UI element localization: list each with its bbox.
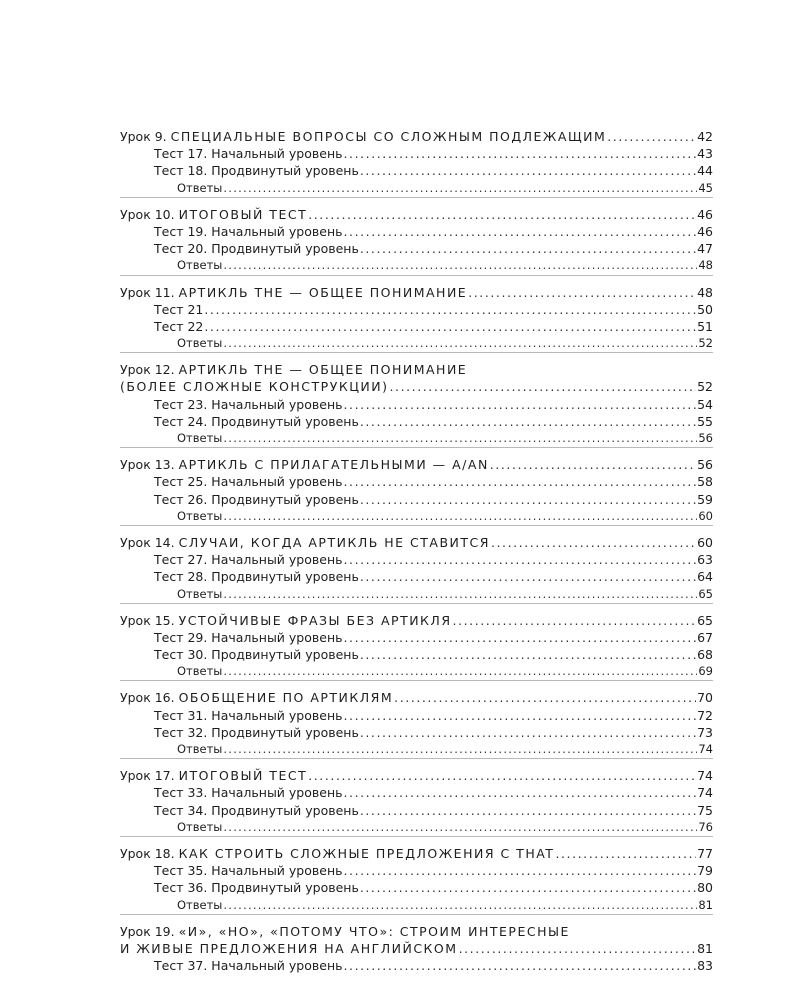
- toc-lesson-block: [120, 284, 713, 354]
- entry-label: Тест 20. Продвинутый уровень: [154, 241, 359, 257]
- toc-lesson-block: [120, 361, 713, 448]
- dot-leader: [223, 180, 697, 197]
- toc-test-entry: [120, 396, 713, 413]
- page-number: 77: [697, 845, 713, 861]
- entry-label: Тест 26. Продвинутый уровень: [154, 491, 359, 507]
- toc-answers-entry: [120, 819, 713, 836]
- toc-lesson-block: [120, 923, 713, 975]
- dot-leader: [223, 741, 697, 758]
- toc-answers-entry: [120, 430, 713, 447]
- toc-lesson-heading-continued: [120, 378, 713, 395]
- dot-leader: [343, 784, 696, 801]
- toc-test-entry: [120, 491, 713, 508]
- dot-leader: [343, 223, 696, 240]
- lesson-number: Урок 11.: [120, 284, 175, 300]
- entry-label: Ответы: [177, 431, 223, 445]
- toc-test-entry: [120, 301, 713, 318]
- toc-lesson-block: [120, 128, 713, 198]
- entry-label: Тест 22: [154, 318, 204, 334]
- entry-label: Тест 33. Начальный уровень: [154, 785, 343, 801]
- page-number: 81: [697, 940, 713, 956]
- entry-label: Тест 30. Продвинутый уровень: [154, 647, 359, 663]
- toc-answers-entry: [120, 257, 713, 274]
- entry-label: Ответы: [177, 664, 223, 679]
- page-number: 67: [697, 629, 713, 645]
- lesson-number: Урок 9.: [120, 129, 167, 144]
- dot-leader: [389, 378, 696, 395]
- toc-test-entry: [120, 646, 713, 663]
- lesson-number: Урок 15.: [120, 612, 175, 628]
- dot-leader: [223, 897, 697, 914]
- dot-leader: [360, 802, 696, 819]
- lesson-title: КАК СТРОИТЬ СЛОЖНЫЕ ПРЕДЛОЖЕНИЯ С THAT: [178, 845, 555, 861]
- page-number: 83: [697, 958, 713, 974]
- lesson-title-continued: И ЖИВЫЕ ПРЕДЛОЖЕНИЯ НА АНГЛИЙСКОМ: [120, 940, 458, 956]
- dot-leader: [343, 396, 696, 413]
- toc-lesson-heading: [120, 206, 713, 223]
- page-number: 55: [697, 413, 713, 429]
- dot-leader: [223, 257, 697, 274]
- page-number: 64: [697, 569, 713, 585]
- page-number: 59: [697, 491, 713, 507]
- entry-label: Ответы: [177, 586, 223, 601]
- page-number: 42: [697, 129, 713, 144]
- page-number: 74: [697, 768, 713, 784]
- page-number: 81: [698, 897, 713, 912]
- toc-answers-entry: [120, 897, 713, 914]
- page-number: 72: [697, 707, 713, 723]
- dot-leader: [360, 646, 696, 663]
- lesson-number: Урок 13.: [120, 457, 175, 473]
- toc-lesson-heading-continued: [120, 940, 713, 957]
- dot-leader: [491, 534, 696, 551]
- dot-leader: [468, 284, 696, 301]
- entry-label: Тест 37. Начальный уровень: [154, 958, 343, 974]
- dot-leader: [223, 430, 697, 447]
- lesson-title: АРТИКЛЬ С ПРИЛАГАТЕЛЬНЫМИ — A/AN: [178, 457, 489, 473]
- entry-label: Тест 25. Начальный уровень: [154, 474, 343, 490]
- entry-label: Тест 24. Продвинутый уровень: [154, 413, 359, 429]
- toc-answers-entry: [120, 741, 713, 758]
- lesson-title: ИТОГОВЫЙ ТЕСТ: [178, 206, 308, 222]
- entry-label: Тест 36. Продвинутый уровень: [154, 880, 359, 896]
- toc-test-entry: [120, 145, 713, 162]
- entry-label: Ответы: [177, 819, 223, 834]
- dot-leader: [360, 568, 696, 585]
- dot-leader: [343, 473, 696, 490]
- toc-lesson-block: [120, 767, 713, 837]
- toc-answers-entry: [120, 180, 713, 197]
- toc-test-entry: [120, 957, 713, 974]
- page-number: 58: [697, 474, 713, 490]
- toc-test-entry: [120, 784, 713, 801]
- toc-lesson-heading: [120, 456, 713, 473]
- toc-lesson-heading: [120, 128, 713, 145]
- page-number: 46: [697, 223, 713, 239]
- toc-answers-entry: [120, 335, 713, 352]
- entry-label: Тест 23. Начальный уровень: [154, 396, 343, 412]
- toc-test-entry: [120, 413, 713, 430]
- dot-leader: [453, 612, 697, 629]
- entry-label: Ответы: [177, 180, 223, 195]
- toc-lesson-block: [120, 456, 713, 526]
- dot-leader: [360, 491, 696, 508]
- page-number: 60: [698, 508, 713, 523]
- toc-lesson-heading: [120, 612, 713, 629]
- lesson-number: Урок 14.: [120, 534, 175, 550]
- page-number: 51: [697, 318, 713, 334]
- dot-leader: [343, 551, 696, 568]
- toc-lesson-heading: [120, 923, 713, 940]
- lesson-title: УСТОЙЧИВЫЕ ФРАЗЫ БЕЗ АРТИКЛЯ: [178, 612, 452, 628]
- entry-label: Ответы: [177, 336, 223, 351]
- page-number: 73: [697, 724, 713, 740]
- toc-lesson-block: [120, 206, 713, 276]
- dot-leader: [360, 162, 696, 179]
- page-number: 44: [697, 163, 713, 179]
- toc-test-entry: [120, 629, 713, 646]
- toc-lesson-heading: [120, 534, 713, 551]
- dot-leader: [308, 767, 696, 784]
- toc-lesson-heading: [120, 845, 713, 862]
- dot-leader: [360, 724, 696, 741]
- page-number: 65: [697, 612, 713, 628]
- page-number: 47: [697, 241, 713, 257]
- lesson-title: СЛУЧАИ, КОГДА АРТИКЛЬ НЕ СТАВИТСЯ: [178, 534, 490, 550]
- dot-leader: [360, 413, 696, 430]
- page-number: 48: [697, 284, 713, 300]
- page-number: 76: [698, 819, 713, 834]
- dot-leader: [223, 663, 697, 680]
- entry-label: Тест 31. Начальный уровень: [154, 707, 343, 723]
- toc-lesson-block: [120, 534, 713, 604]
- page-number: 69: [698, 664, 713, 679]
- lesson-title: АРТИКЛЬ THE — ОБЩЕЕ ПОНИМАНИЕ: [178, 284, 468, 300]
- page-number: 74: [698, 742, 713, 756]
- page-number: 48: [698, 258, 713, 273]
- entry-label: Тест 17. Начальный уровень: [154, 146, 343, 162]
- toc-test-entry: [120, 240, 713, 257]
- toc-lesson-block: [120, 689, 713, 759]
- page-number: 50: [697, 301, 713, 317]
- page-number: 80: [697, 880, 713, 896]
- lesson-title: СПЕЦИАЛЬНЫЕ ВОПРОСЫ СО СЛОЖНЫМ ПОДЛЕЖАЩИМ: [170, 129, 607, 144]
- table-of-contents: [120, 128, 713, 982]
- page-number: 60: [697, 534, 713, 550]
- entry-label: Ответы: [177, 258, 223, 273]
- page-number: 52: [697, 379, 713, 395]
- toc-test-entry: [120, 318, 713, 335]
- dot-leader: [308, 206, 696, 223]
- page-number: 52: [698, 336, 713, 351]
- toc-answers-entry: [120, 508, 713, 525]
- toc-test-entry: [120, 473, 713, 490]
- dot-leader: [204, 301, 696, 318]
- dot-leader: [204, 318, 696, 335]
- lesson-number: Урок 17.: [120, 768, 175, 784]
- page-number: 65: [698, 586, 713, 601]
- entry-label: Ответы: [177, 897, 223, 912]
- page-number: 68: [697, 647, 713, 663]
- lesson-title: «И», «НО», «ПОТОМУ ЧТО»: СТРОИМ ИНТЕРЕСНЫЕ: [178, 923, 570, 939]
- page-number: 70: [697, 690, 713, 706]
- lesson-title: АРТИКЛЬ THE — ОБЩЕЕ ПОНИМАНИЕ: [178, 362, 468, 378]
- entry-label: Тест 19. Начальный уровень: [154, 223, 343, 239]
- lesson-number: Урок 19.: [120, 923, 175, 939]
- page-number: 74: [697, 785, 713, 801]
- dot-leader: [360, 240, 696, 257]
- toc-lesson-heading: [120, 361, 713, 378]
- dot-leader: [360, 879, 696, 896]
- dot-leader: [343, 862, 696, 879]
- lesson-number: Урок 18.: [120, 845, 175, 861]
- toc-lesson-block: [120, 612, 713, 682]
- toc-test-entry: [120, 862, 713, 879]
- dot-leader: [555, 845, 696, 862]
- toc-test-entry: [120, 223, 713, 240]
- dot-leader: [343, 707, 696, 724]
- toc-answers-entry: [120, 586, 713, 603]
- dot-leader: [343, 957, 696, 974]
- page-number: 46: [697, 206, 713, 222]
- entry-label: Тест 21: [154, 301, 204, 317]
- dot-leader: [223, 335, 697, 352]
- toc-test-entry: [120, 879, 713, 896]
- toc-answers-entry: [120, 663, 713, 680]
- toc-test-entry: [120, 551, 713, 568]
- dot-leader: [343, 629, 696, 646]
- page-number: 75: [697, 802, 713, 818]
- page-number: 43: [697, 146, 713, 162]
- toc-lesson-heading: [120, 284, 713, 301]
- toc-test-entry: [120, 724, 713, 741]
- entry-label: Тест 29. Начальный уровень: [154, 629, 343, 645]
- page-number: 63: [697, 552, 713, 568]
- dot-leader: [459, 940, 697, 957]
- page-number: 56: [697, 457, 713, 473]
- dot-leader: [223, 508, 697, 525]
- lesson-number: Урок 10.: [120, 206, 175, 222]
- entry-label: Тест 28. Продвинутый уровень: [154, 569, 359, 585]
- toc-lesson-block: [120, 845, 713, 915]
- toc-test-entry: [120, 802, 713, 819]
- dot-leader: [223, 586, 697, 603]
- lesson-title-continued: (БОЛЕЕ СЛОЖНЫЕ КОНСТРУКЦИИ): [120, 379, 389, 395]
- page-number: 54: [697, 396, 713, 412]
- page-number: 45: [698, 180, 713, 195]
- lesson-number: Урок 12.: [120, 362, 175, 378]
- toc-lesson-heading: [120, 767, 713, 784]
- entry-label: Ответы: [177, 742, 223, 756]
- lesson-title: ОБОБЩЕНИЕ ПО АРТИКЛЯМ: [178, 690, 394, 706]
- entry-label: Тест 27. Начальный уровень: [154, 552, 343, 568]
- lesson-number: Урок 16.: [120, 690, 175, 706]
- entry-label: Тест 18. Продвинутый уровень: [154, 163, 359, 179]
- entry-label: Тест 35. Начальный уровень: [154, 863, 343, 879]
- dot-leader: [490, 456, 696, 473]
- toc-lesson-heading: [120, 689, 713, 706]
- page-number: 56: [698, 431, 713, 445]
- dot-leader: [607, 128, 696, 145]
- toc-test-entry: [120, 568, 713, 585]
- entry-label: Тест 34. Продвинутый уровень: [154, 802, 359, 818]
- page-number: 79: [697, 863, 713, 879]
- dot-leader: [394, 689, 696, 706]
- lesson-title: ИТОГОВЫЙ ТЕСТ: [178, 768, 308, 784]
- toc-test-entry: [120, 162, 713, 179]
- entry-label: Ответы: [177, 508, 223, 523]
- dot-leader: [223, 819, 697, 836]
- toc-test-entry: [120, 707, 713, 724]
- entry-label: Тест 32. Продвинутый уровень: [154, 724, 359, 740]
- dot-leader: [343, 145, 696, 162]
